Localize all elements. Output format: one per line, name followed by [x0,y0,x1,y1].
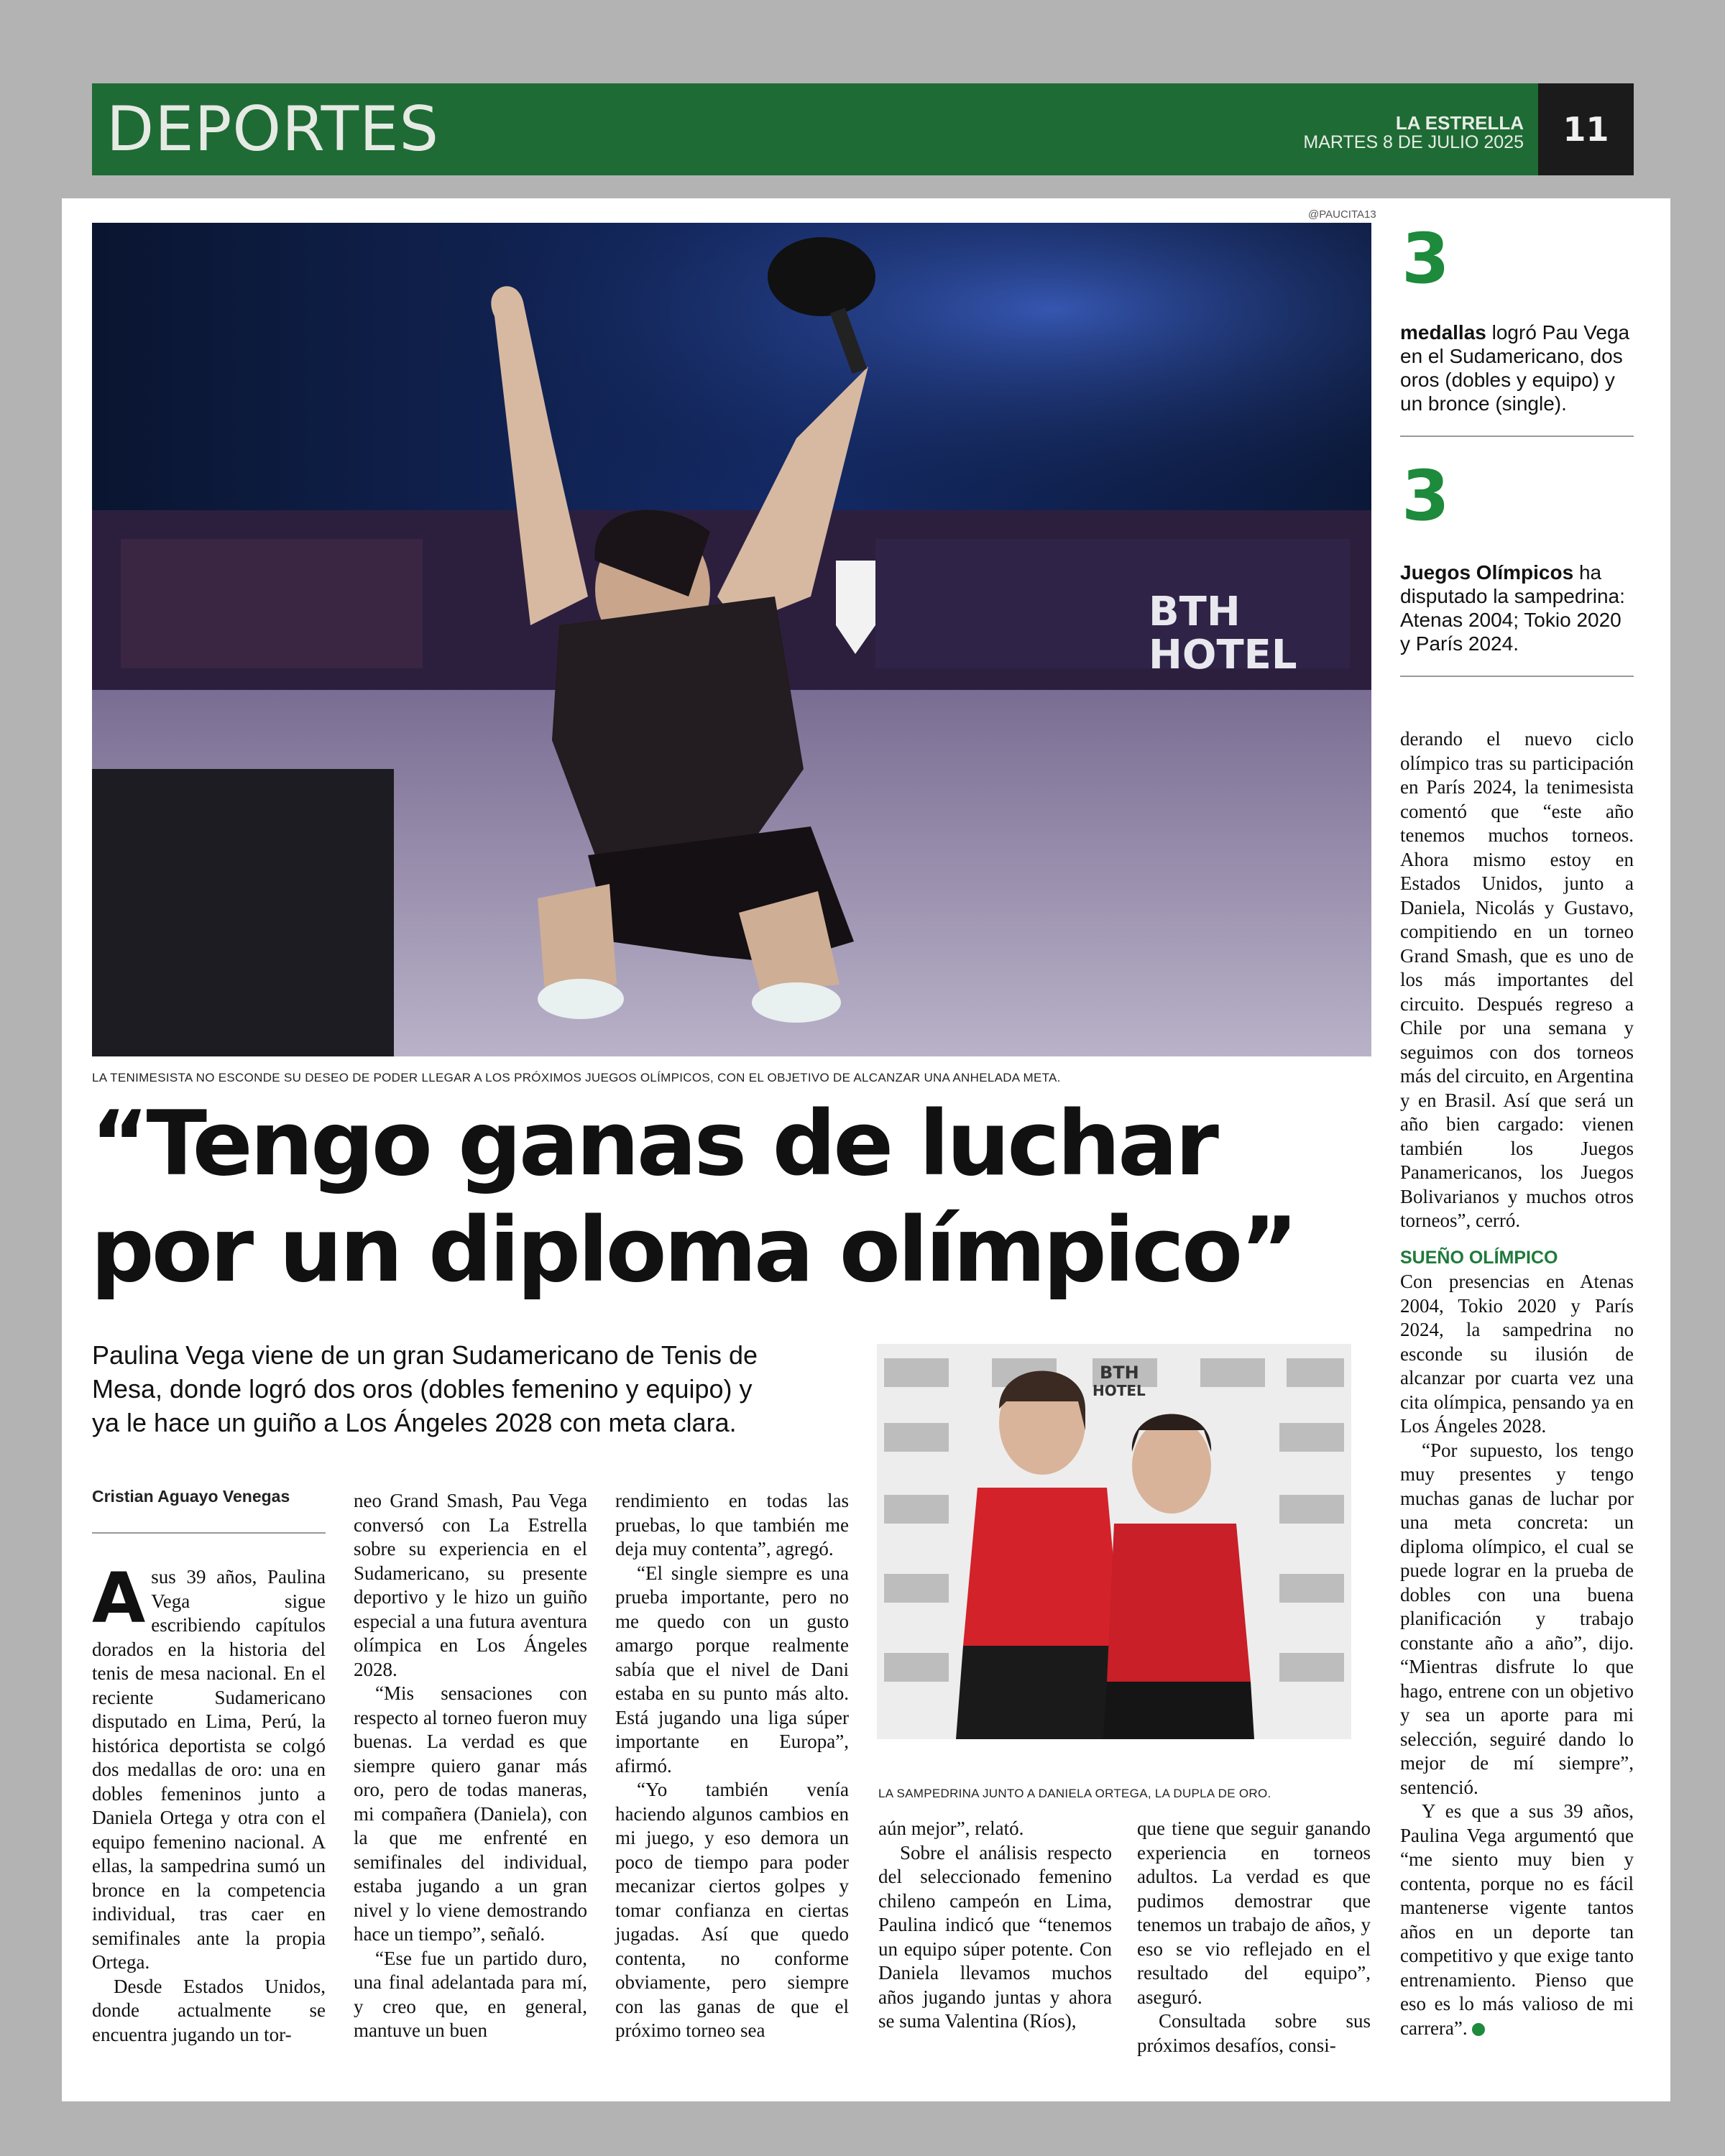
fact-body-olympics: ha disputado la sampedrina: Atenas 2004; Tokio 2020 y París 2024. [1400,561,1625,655]
headline-line-1: “Tengo ganas de luchar [91,1092,1216,1196]
second-photo-caption: LA SAMPEDRINA JUNTO A DANIELA ORTEGA, LA DUPLA DE ORO. [878,1787,1271,1800]
factbox-divider-2 [1400,676,1634,677]
article-paragraph: sus 39 años, Paulina Vega sigue escribiendo capítulos dorados en la historia del tenis de mesa nacional. En el reciente Sudamericano disputado en Lima, Perú, la histórica deportista se colgó dos medallas de oro: una en dobles femeninos junto a Daniela Ortega y otra con el equipo femenino nacional. A ellas, la sampedrina sumó un bronce en la competencia individual, tras caer en semifinales ante la propia Ortega. [92,1566,326,1973]
article-paragraph: “Mis sensaciones con respecto al torneo fueron muy buenas. La verdad es que siempre quiero ganar más oro, pero de todas maneras, mi compañera (Daniela), con la que me enfrenté en semifinales del individual, estaba jugando a un gran nivel y lo viene demostrando hace un tiempo”, señaló. [354,1682,587,1945]
article-paragraph: Con presencias en Atenas 2004, Tokio 2020 y París 2024, la sampedrina no esconde su ilusión de alcanzar por cuarta vez una cita olímpica, pensando ya en Los Ángeles 2028. [1400,1271,1634,1437]
factbox-divider [1400,436,1634,437]
article-paragraph: “Ese fue un partido duro, una final adelantada para mí, y creo que, en general, mantuve un buen [354,1947,587,2041]
deck-line-1: Paulina Vega viene de un gran Sudamericano de Tenis de [92,1340,758,1370]
main-photo [92,223,1371,1056]
svg-text:HOTEL: HOTEL [1149,632,1297,678]
svg-text:HOTEL: HOTEL [1092,1382,1146,1399]
article-paragraph: Sobre el análisis respecto del seleccionado femenino chileno campeón en Lima, Paulina indicó que “tenemos un equipo súper potente. Con Daniela llevamos muchos años jugando juntas y ahora se suma Valentina (Ríos), [878,1841,1112,2032]
issue-date: MARTES 8 DE JULIO 2025 [1303,132,1524,152]
article-paragraph: que tiene que seguir ganando experiencia en torneos adultos. La verdad es que pudimos demostrar que tenemos un trabajo de años, y eso se vio reflejado en el resultado del equipo”, aseguró. [1137,1818,1371,2008]
drop-cap: A [92,1558,146,1639]
fact-bold-olympics: Juegos Olímpicos [1400,561,1574,584]
article-column-3 [615,1489,849,2043]
article-paragraph: derando el nuevo ciclo olímpico tras su participación en París 2024, la tenimesista comentó que “este año tenemos muchos torneos. Ahora mismo estoy en Estados Unidos, junto a Daniela, Nicolás y Gustavo, compitiendo en un torneo Grand Smash, que es uno de los más importantes del circuito. Después regreso a Chile por una semana y seguimos con dos torneos más del circuito, en Argentina y en Brasil. Así que será un año bien cargado: vienen también los Juegos Panamericanos, los Juegos Bolivarianos y muchos otros torneos”, cerró. [1400,728,1634,1231]
page-number: 11 [1563,110,1609,149]
photo-credit: @PAUCITA13 [1308,208,1376,221]
duo-portrait-image [877,1344,1351,1739]
player-celebrating-image [92,223,1371,1056]
byline-rule [92,1532,326,1534]
article-paragraph: “El single siempre es una prueba importante, pero no me quedo con un gusto amargo porque realmente sabía que el nivel de Dani estaba en su punto más alto. Está jugando una liga súper importante en Europa”, afirmó. [615,1562,849,1777]
article-paragraph: aún mejor”, relató. [878,1818,1024,1839]
section-title: DEPORTES [106,93,440,165]
article-paragraph: “Yo también venía haciendo algunos cambios en mi juego, y eso demora un poco de tiempo para poder mecanizar ciertos golpes y tomar confianza en ciertas jugadas. Así que quedo contenta, no conforme obviamente, pero siempre con las ganas de que el próximo torneo sea [615,1779,849,2041]
article-paragraph: rendimiento en todas las pruebas, lo que también me deja muy contenta”, agregó. [615,1490,849,1560]
second-photo [877,1344,1351,1739]
svg-text:BTH: BTH [1100,1363,1139,1383]
main-photo-caption: LA TENIMESISTA NO ESCONDE SU DESEO DE PODER LLEGAR A LOS PRÓXIMOS JUEGOS OLÍMPICOS, CON EL OBJETIVO DE ALCANZAR UNA ANHELADA META. [92,1071,1061,1084]
fact-text-olympics [1400,561,1634,655]
subhead-sueno-olimpico: SUEÑO OLÍMPICO [1400,1247,1558,1268]
article-paragraph: “Por supuesto, los tengo muy presentes y tengo muchas ganas de luchar por una meta concreta: un diploma olímpico, el cual se puede lograr en la prueba de dobles con una buena planificación y trabajo constante año a año”, dijo. “Mientras disfrute lo que hago, entrene con un objetivo y sea un aporte para mi selección, seguiré dando lo mejor de mí siempre”, sentenció. [1400,1439,1634,1798]
article-column-2 [354,1489,587,2043]
fact-body-medals: logró Pau Vega en el Sudamericano, dos oros (dobles y equipo) y un bronce (single). [1400,321,1630,415]
fact-text-medals [1400,321,1634,415]
deck-line-3: ya le hace un guiño a Los Ángeles 2028 con meta clara. [92,1408,737,1437]
fact-bold-medals: medallas [1400,321,1486,344]
deck-line-2: Mesa, donde logró dos oros (dobles femenino y equipo) y [92,1374,753,1404]
article-column-1 [92,1558,326,2047]
article-paragraph: Consultada sobre sus próximos desafíos, consi- [1137,2010,1371,2056]
article-column-4 [878,1817,1112,2034]
newspaper-name: LA ESTRELLA [1395,112,1524,134]
byline: Cristian Aguayo Venegas [92,1487,290,1506]
article-paragraph: neo Grand Smash, Pau Vega conversó con La Estrella sobre su experiencia en el Sudamericano, su presente deportivo y le hizo un guiño especial a una futura aventura olímpica en Los Ángeles 2028. [354,1490,587,1680]
article-column-5 [1137,1817,1371,2058]
article-paragraph: Y es que a sus 39 años, Paulina Vega argumentó que “me siento muy bien y contenta, porque no es fácil mantenerse vigente tantos años en un deporte tan competitivo y que exige tanto entrenamiento. Pienso que eso es lo más valioso de mi carrera”. [1400,1800,1634,2039]
svg-text:BTH: BTH [1149,589,1241,635]
fact-number-olympics: 3 [1402,456,1450,536]
article-paragraph: Desde Estados Unidos, donde actualmente se encuentra jugando un tor- [92,1975,326,2045]
article-column-6 [1400,727,1634,2040]
end-of-article-icon: + [1472,2023,1485,2036]
fact-number-medals: 3 [1402,218,1450,299]
headline-line-2: por un diploma olímpico” [91,1199,1296,1302]
